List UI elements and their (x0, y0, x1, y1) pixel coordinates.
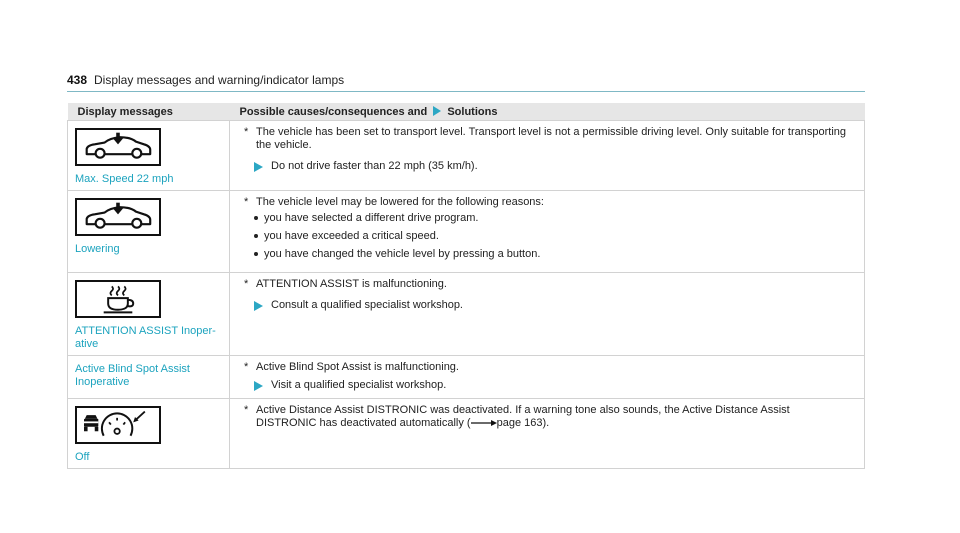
cause-description-end: ). (542, 417, 550, 429)
star-marker: * (244, 278, 249, 290)
star-marker: * (244, 196, 249, 208)
car-lowering-icon (75, 198, 161, 236)
cause-description: The vehicle level may be lowered for the following reasons: (256, 196, 544, 208)
solution-item (244, 379, 850, 392)
coffee-cup-icon (75, 280, 161, 318)
cause-text (244, 278, 850, 291)
page-header (67, 71, 865, 91)
cause-text (244, 361, 850, 374)
causes-cell (230, 273, 865, 356)
header-rule (67, 91, 865, 92)
header-display-messages: Display messages (68, 103, 230, 121)
play-arrow-icon (254, 301, 263, 311)
message-cell (68, 356, 230, 399)
message-label: Active Blind Spot Assist Inoperative (75, 363, 190, 388)
message-label: Off (75, 451, 90, 463)
table-row (68, 356, 865, 399)
star-marker: * (244, 361, 249, 373)
table-header-row (68, 103, 865, 121)
cause-description: Active Distance Assist DISTRONIC was deactivated. If a warning tone also sounds, the Active Distance Assist DISTRONIC has deactivated automatically ( (256, 404, 790, 429)
causes-cell (230, 191, 865, 273)
list-item: you have exceeded a critical speed. (264, 230, 850, 243)
message-label: Max. Speed 22 mph (75, 173, 174, 185)
header-causes-text: Possible causes/consequences and (239, 105, 428, 118)
star-marker: * (244, 126, 249, 138)
table-row (68, 191, 865, 273)
causes-cell (230, 399, 865, 469)
message-cell (68, 191, 230, 273)
arrow-right-icon (471, 419, 497, 427)
solution-text: Visit a qualified specialist workshop. (271, 379, 447, 391)
cause-description: ATTENTION ASSIST is malfunctioning. (256, 278, 447, 290)
solution-item (244, 160, 850, 173)
cause-text (244, 404, 850, 430)
list-item: you have selected a different drive program. (264, 212, 850, 225)
cause-text (244, 126, 850, 152)
cause-text (244, 196, 850, 209)
list-item: you have changed the vehicle level by pressing a button. (264, 248, 850, 261)
distance-assist-icon (75, 406, 161, 444)
cause-description: Active Blind Spot Assist is malfunctioning. (256, 361, 459, 373)
table-row (68, 121, 865, 191)
solution-item (244, 299, 850, 312)
message-cell (68, 399, 230, 469)
page-reference-link[interactable]: page 163 (496, 417, 543, 429)
header-solutions-text: Solutions (447, 105, 498, 118)
reason-list (244, 212, 850, 261)
page-title: Display messages and warning/indicator lamps (94, 73, 345, 87)
header-causes-solutions (230, 103, 865, 121)
solution-text: Do not drive faster than 22 mph (35 km/h). (271, 160, 478, 172)
page-number: 438 (67, 73, 88, 87)
causes-cell (230, 121, 865, 191)
message-label: Lowering (75, 243, 120, 255)
play-arrow-icon (254, 381, 263, 391)
play-arrow-icon (254, 162, 263, 172)
star-marker: * (244, 404, 249, 416)
message-cell (68, 121, 230, 191)
play-arrow-icon (432, 106, 442, 116)
solution-text: Consult a qualified specialist workshop. (271, 299, 463, 311)
car-lowering-icon (75, 128, 161, 166)
display-messages-table (67, 103, 865, 469)
message-cell (68, 273, 230, 356)
causes-cell (230, 356, 865, 399)
table-row (68, 273, 865, 356)
message-label: ATTENTION ASSIST Inoperative (75, 325, 216, 350)
cause-description: The vehicle has been set to transport level. Transport level is not a permissible driving level. Only suitable for transporting the vehicle. (256, 126, 847, 151)
table-row (68, 399, 865, 469)
